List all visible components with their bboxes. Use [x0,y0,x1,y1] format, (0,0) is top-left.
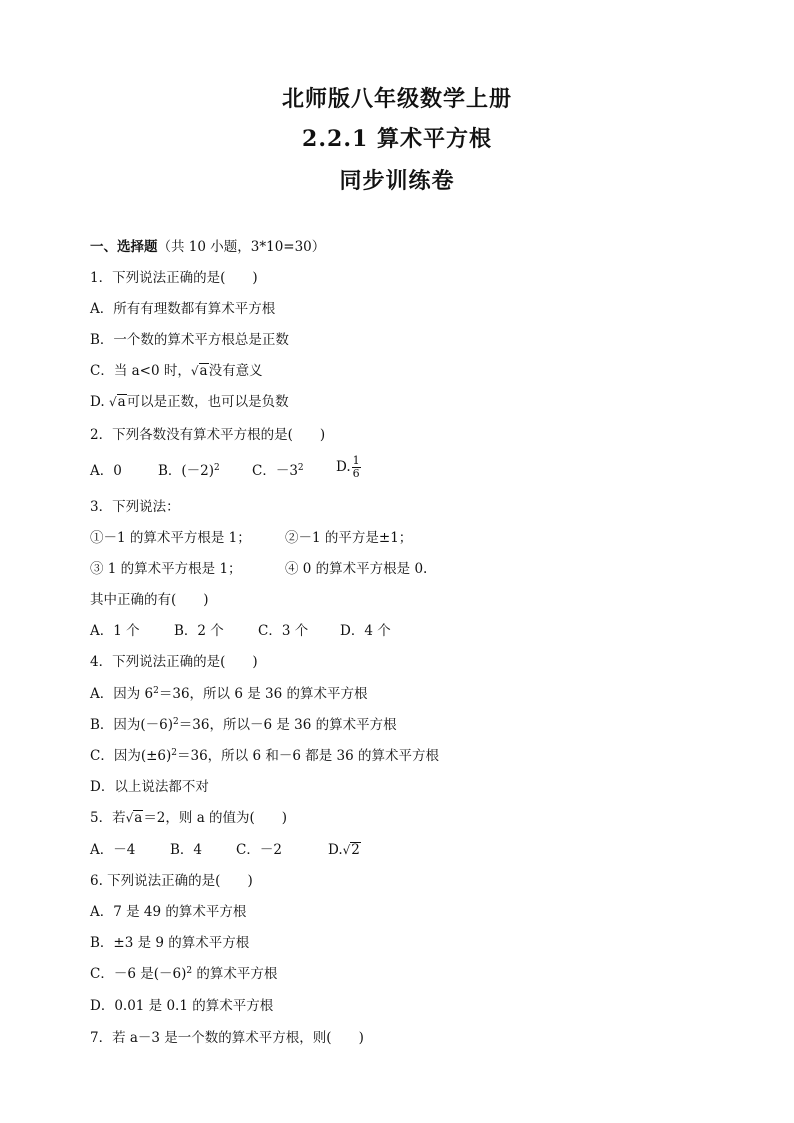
sqrt-radicand: a [117,394,126,410]
q4-option-d: D．以上说法都不对 [90,779,209,795]
q4-option-a [90,684,770,704]
sqrt-radicand: 2 [351,842,360,858]
q5-option-c: C．－2 [236,842,282,858]
fraction-denominator: 6 [352,467,360,480]
q1-option-d [90,392,770,412]
section-heading-note: （共 10 小题，3*10=30） [157,239,326,255]
q1-option-c-post: 没有意义 [208,363,263,379]
q4-option-b-pre: B．因为(－6) [90,717,174,733]
doc-subtitle-2: 同步训练卷 [339,168,455,194]
q6-stem: 6. 下列说法正确的是( ) [90,873,253,889]
q5-option-d [328,840,361,860]
sqrt-expression: √2 [342,842,360,858]
q4-option-c-pre: C．因为(±6) [90,748,172,764]
q1-option-d-pre: D. [90,394,109,410]
q1-option-c-pre: C．当 a<0 时， [90,363,191,379]
q6-option-b: B．±3 是 9 的算术平方根 [90,935,250,951]
q2-option-b-base: B．(－2) [158,463,215,479]
q2-option-d-pre: D. [336,459,351,475]
q4-option-a-pre: A．因为 6 [90,686,154,702]
q5-stem-pre: 5．若 [90,810,126,826]
q3-statement-4: ④ 0 的算术平方根是 0. [285,561,428,577]
q2-option-c [252,461,304,481]
q6-option-c-exp: 2 [186,966,193,976]
sqrt-expression: √a [108,394,126,410]
q2-option-b [158,461,220,481]
q5-option-b: B．4 [170,842,203,858]
q2-option-c-base: C．－3 [252,463,298,479]
q1-option-d-post: 可以是正数，也可以是负数 [126,394,289,410]
q4-option-b-post: ＝36，所以－6 是 36 的算术平方根 [178,717,397,733]
q3-option-b: B．2 个 [174,623,224,639]
section-heading-label: 一、选择题 [90,239,158,255]
fraction-numerator: 1 [352,454,360,467]
q4-option-c [90,746,770,766]
q3-option-c: C．3 个 [258,623,309,639]
q5-option-a: A．－4 [90,842,136,858]
q6-option-c [90,964,770,984]
q3-statements-row1 [90,528,770,548]
q3-statements-row2 [90,559,770,579]
q4-option-c-exp: 2 [171,748,177,758]
q4-stem: 4．下列说法正确的是( ) [90,654,258,670]
q6-option-a: A．7 是 49 的算术平方根 [90,904,247,920]
q4-option-b [90,715,770,735]
q5-option-d-pre: D. [328,842,343,858]
q3-stem: 3．下列说法： [90,499,180,515]
q1-option-b: B．一个数的算术平方根总是正数 [90,332,289,348]
q4-option-c-post: ＝36，所以 6 和－6 都是 36 的算术平方根 [177,748,439,764]
q1-option-c [90,361,770,381]
q4-option-b-exp: 2 [173,717,179,727]
q5-stem-post: ＝2，则 a 的值为( ) [143,810,288,826]
q2-option-a: A．0 [90,463,122,479]
sqrt-radicand: a [199,363,208,379]
q3-option-a: A．1 个 [90,623,140,639]
q1-option-a: A．所有有理数都有算术平方根 [90,301,276,317]
q3-statement-3: ③ 1 的算术平方根是 1； [90,561,242,577]
q1-stem: 1．下列说法正确的是( ) [90,270,258,286]
section-heading [90,237,770,257]
q6-option-c-pre: C．－6 是(－6) [90,966,187,982]
sqrt-expression: √a [190,363,208,379]
q7-stem: 7．若 a－3 是一个数的算术平方根，则( ) [90,1030,364,1046]
q6-option-c-post: 的算术平方根 [192,966,278,982]
q2-option-b-exp: 2 [214,463,220,473]
sqrt-expression: √a [125,810,143,826]
q6-option-d: D．0.01 是 0.1 的算术平方根 [90,998,274,1014]
doc-title: 北师版八年级数学上册 [281,86,512,112]
doc-subtitle: 2.2.1 算术平方根 [302,126,492,152]
fraction [352,455,361,480]
q3-statement-1: ①－1 的算术平方根是 1； [90,530,251,546]
q2-stem: 2．下列各数没有算术平方根的是( ) [90,427,326,443]
q4-option-a-post: ＝36，所以 6 是 36 的算术平方根 [158,686,368,702]
q5-stem [90,808,770,828]
q2-option-c-exp: 2 [297,463,304,473]
q3-ask: 其中正确的有( ) [90,592,209,608]
q3-statement-2: ②－1 的平方是±1； [285,530,413,546]
q3-option-d: D．4 个 [340,623,391,639]
sqrt-radicand: a [134,810,143,826]
q4-option-a-exp: 2 [153,686,159,696]
q2-option-d [336,455,361,480]
